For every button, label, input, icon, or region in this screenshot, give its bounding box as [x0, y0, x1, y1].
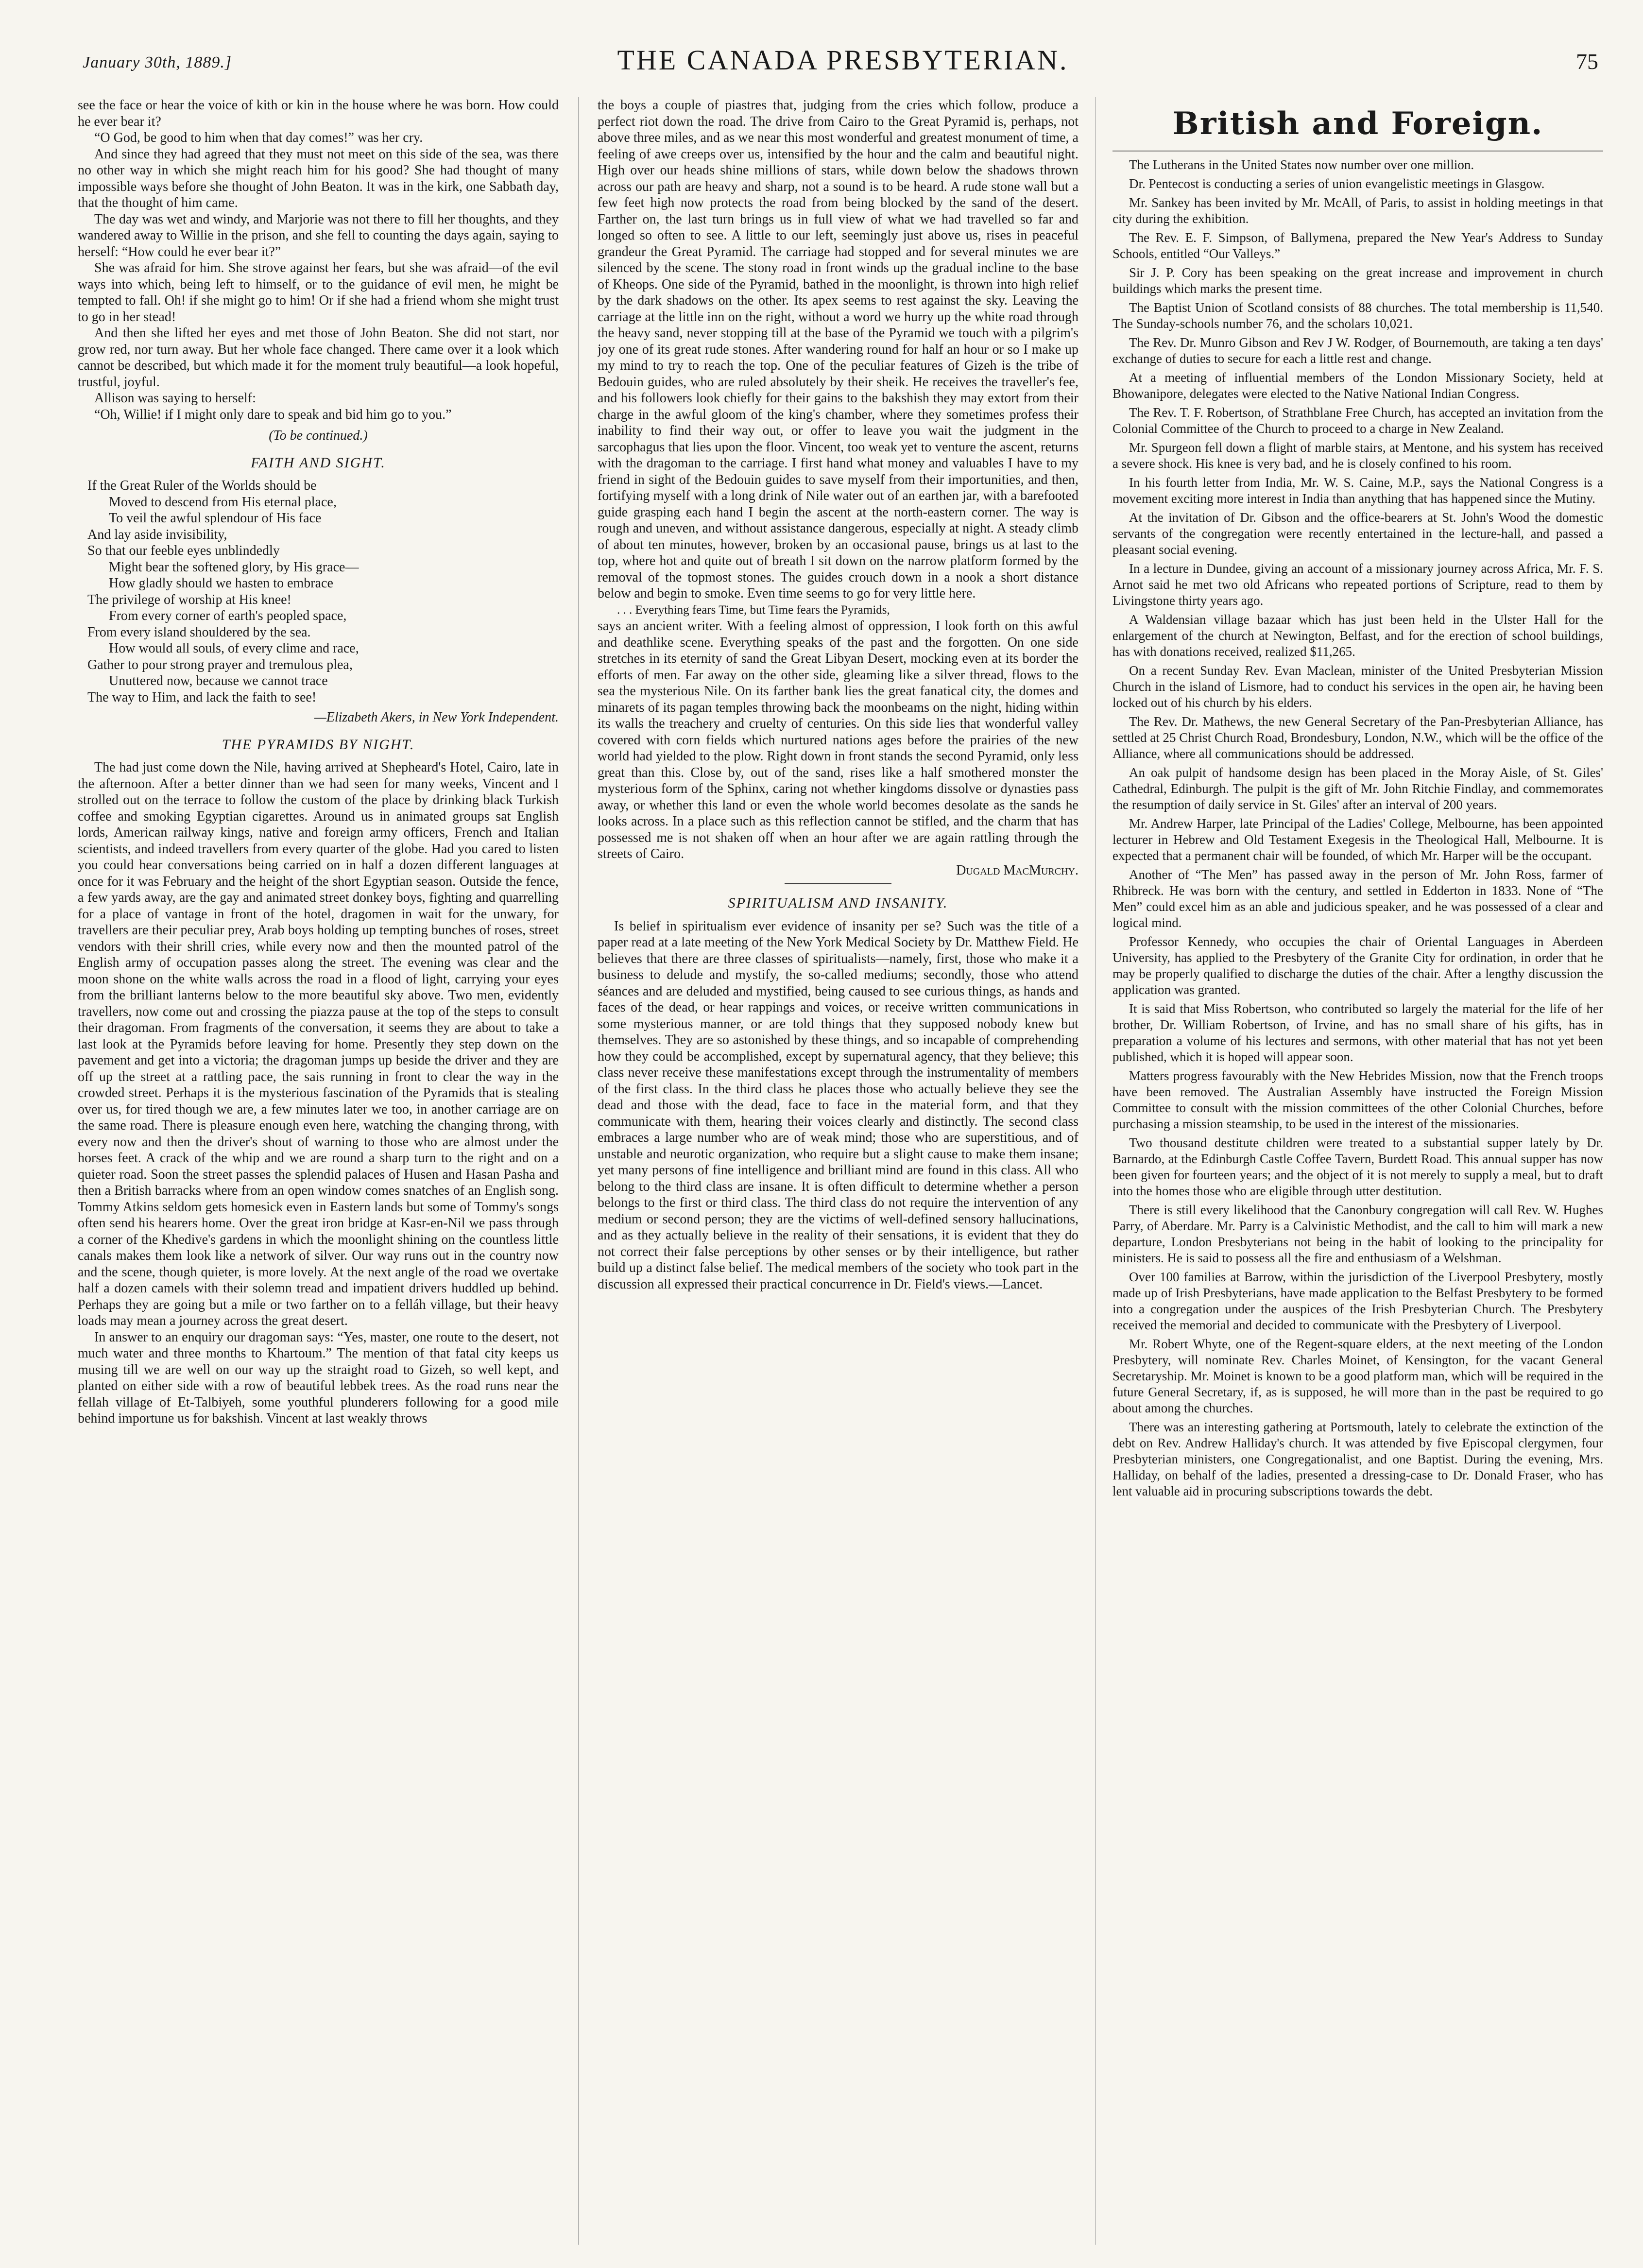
- article-pyramids-part2: [598, 97, 1078, 602]
- poem-attribution: —Elizabeth Akers, in New York Independent.: [314, 710, 559, 725]
- news-item: The Rev. E. F. Simpson, of Ballymena, prepared the New Year's Address to Sunday Schools, entitled “Our Valleys.”: [1112, 230, 1603, 261]
- news-item: Mr. Spurgeon fell down a flight of marble stairs, at Mentone, and his system has received a severe shock. His knee is very bad, and he is closely confined to his room.: [1112, 440, 1603, 471]
- author-signature: Dugald MacMurchy.: [956, 862, 1078, 878]
- story-paragraph: She was afraid for him. She strove against her fears, but she was afraid—of the evil ways into which, being left to himself, or to the guidance of evil men, he might be tempted to fall. Oh! if she might go to him! Or if she had a friend whom she might trust to go in her stead!: [78, 260, 559, 325]
- news-item: The Rev. Dr. Mathews, the new General Secretary of the Pan-Presbyterian Alliance, has settled at 25 Christ Church Road, Brondesbury, London, N.W., which will be the office of the Alliance, where all communications should be addressed.: [1112, 714, 1603, 761]
- news-item: The Baptist Union of Scotland consists of 88 churches. The total membership is 11,540. The Sunday-schools number 76, and the scholars 10,021.: [1112, 300, 1603, 331]
- article-title-spiritualism: SPIRITUALISM AND INSANITY.: [728, 895, 948, 911]
- column-divider: [1095, 97, 1096, 2245]
- story-paragraph: see the face or hear the voice of kith or kin in the house where he was born. How could he ever bear it?: [78, 98, 559, 129]
- news-item: The Rev. T. F. Robertson, of Strathblane Free Church, has accepted an invitation from the Colonial Committee of the Church to proceed to a charge in New Zealand.: [1112, 405, 1603, 436]
- news-item: In a lecture in Dundee, giving an account of a missionary journey across Africa, Mr. F. S. Arnot said he met two old Africans who repeated portions of Scripture, read to them by Livingstone thirty years ago.: [1112, 561, 1603, 608]
- poem-line: And lay aside invisibility,: [87, 527, 227, 542]
- poem-line: Unuttered now, because we cannot trace: [109, 673, 328, 688]
- news-item: Matters progress favourably with the New Hebrides Mission, now that the French troops have been removed. The Australian Assembly have instructed the Foreign Mission Committee to consult with the mission committees of the other Colonial Churches, before purchasing a mission steamship, to be used in the interest of the missionaries.: [1112, 1068, 1603, 1131]
- article-title-pyramids: THE PYRAMIDS BY NIGHT.: [222, 736, 415, 753]
- columns: [78, 97, 1608, 2245]
- news-item: Mr. Robert Whyte, one of the Regent-square elders, at the next meeting of the London Presbytery, will nominate Rev. Charles Moinet, of Kensington, for the vacant General Secretaryship. Mr. Moinet is known to be a good platform man, which will be required in the future General Secretary, if, as is supposed, he will more than in the past be required to go about among the churches.: [1112, 1337, 1603, 1415]
- poem-line: Might bear the softened glory, by His grace—: [109, 559, 359, 575]
- article-spiritualism: [598, 918, 1078, 1293]
- news-item: There is still every likelihood that the Canonbury congregation will call Rev. W. Hughes Parry, of Aberdare. Mr. Parry is a Calvinistic Methodist, and the call to him will mark a new departure, London Presbyterians not being in the habit of looking to the principality for ministers. He is said to possess all the fire and enthusiasm of a Welshman.: [1112, 1203, 1603, 1265]
- column-1: [78, 97, 559, 2245]
- column-divider: [578, 97, 579, 2245]
- news-item: On a recent Sunday Rev. Evan Maclean, minister of the United Presbyterian Mission Church in the island of Lismore, had to conduct his services in the open air, he having been locked out of his church by his elders.: [1112, 663, 1603, 710]
- news-item: At a meeting of influential members of the London Missionary Society, held at Bhowanipore, delegates were elected to the Native National Indian Congress.: [1112, 370, 1603, 401]
- news-item: Professor Kennedy, who occupies the chair of Oriental Languages in Aberdeen University, has applied to the Presbytery of the Granite City for ordination, in order that he may be properly qualified to discharge the duties of the chair. After a lengthy discussion the application was granted.: [1112, 934, 1603, 997]
- newspaper-title: THE CANADA PRESBYTERIAN.: [617, 44, 1069, 76]
- news-item: There was an interesting gathering at Portsmouth, lately to celebrate the extinction of the debt on Rev. Andrew Halliday's church. It was attended by five Episcopal clergymen, four Presbyterian ministers, one Congregationalist, and one Baptist. During the evening, Mrs. Halliday, on behalf of the ladies, presented a dressing-case to Dr. Donald Fraser, who has lent valuable aid in procuring subscriptions towards the debt.: [1112, 1420, 1603, 1498]
- section-rule: [785, 883, 891, 884]
- story-paragraph: The day was wet and windy, and Marjorie was not there to fill her thoughts, and they wandered away to Willie in the prison, and she fell to counting the days again, saying to herself: “How could he ever bear it?”: [78, 211, 559, 259]
- section-rule: [1112, 151, 1603, 152]
- poem-line: How gladly should we hasten to embrace: [109, 576, 333, 591]
- story-paragraph: Allison was saying to herself:: [94, 391, 256, 406]
- poem-line: The privilege of worship at His knee!: [87, 592, 291, 607]
- news-item: Over 100 families at Barrow, within the jurisdiction of the Liverpool Presbytery, mostly made up of Irish Presbyterians, have made application to the Belfast Presbytery to be formed into a congregation under the auspices of the Irish Presbyterian Church. The Presbytery received the memorial and decided to communicate with the Presbytery of Liverpool.: [1112, 1270, 1603, 1332]
- article-paragraph: says an ancient writer. With a feeling almost of oppression, I look forth on this awful and deathlike scene. Everything speaks of the past and the forgotten. On one side stretches in its eternity of sand the Great Libyan Desert, mocking even at its border the efforts of men. Far away on the other side, gleaming like a silver thread, flows to the sea the mysterious Nile. On its farther bank lies the great fanatical city, the domes and minarets of its pagan temples throwing back the moonbeams on the night, hiding within its walls the treachery and cruelty of centuries. On this side lies that wonderful valley covered with corn fields which nurtured nations ages before the prairies of the new world had yielded to the plow. Right down in front stands the second Pyramid, only less great than this. Close by, out of the sand, rises like a half smothered monster the mysterious form of the Sphinx, caring not whether kingdoms dissolve or dynasties pass away, or whether this land or even the whole world becomes desolate as the sands he looks across. In a place such as this reflection cannot be stifled, and the charm that has possessed me is not shaken off when an hour after we are again rattling through the streets of Cairo.: [598, 619, 1078, 861]
- news-item: Mr. Sankey has been invited by Mr. McAll, of Paris, to assist in holding meetings in that city during the exhibition.: [1112, 195, 1603, 226]
- issue-date: January 30th, 1889.]: [83, 53, 232, 71]
- poem-line: Moved to descend from His eternal place,: [109, 494, 337, 510]
- story-paragraph: And then she lifted her eyes and met those of John Beaton. She did not start, nor grow red, nor turn away. But her whole face changed. There came over it a look which cannot be described, but which made it for the moment truly beautiful—a look hopeful, trustful, joyful.: [78, 326, 559, 390]
- column-3: [1112, 97, 1603, 2245]
- poem-line: To veil the awful splendour of His face: [109, 511, 322, 526]
- news-item: The Rev. Dr. Munro Gibson and Rev J W. Rodger, of Bournemouth, are taking a ten days' exchange of duties to secure for each a little rest and change.: [1112, 335, 1603, 366]
- article-paragraph: Is belief in spiritualism ever evidence of insanity per se? Such was the title of a paper read at a late meeting of the New York Medical Society by Dr. Matthew Field. He believes that there are three classes of spiritualists—namely, first, those who make it a business to delude and mystify, the so-called mediums; secondly, those who attend séances and are deluded and mystified, being caused to see curious things, as hands and faces of the dead, or hear rappings and voices, or receive written communications in some mysterious manner, or are told things that they supposed nobody knew but themselves. They are so astonished by these things, and so incapable of comprehending how they could be accomplished, except by supernatural agency, that they believe; this class never receive these manifestations except through the instrumentality of members of the first class. In the third class he places those who actually believe they see the dead and those with the dead, face to face in the material form, and that they communicate with them, hearing their voices clearly and distinctly. The second class embraces a large number who are of weak mind; those who are superstitious, and of unstable and neurotic organization, who require but a slight cause to make them insane; yet many persons of fine intelligence and brilliant mind are found in this class. All who belong to the third class are insane. It is often difficult to determine whether a person belongs to the first or third class. The third class do not require the intervention of any medium or second person; they are the victims of well-defined sensory hallucinations, and as they actually believe in the reality of their sensations, it is evident that they do not correct their false perceptions by other senses or by their intelligence, but rather build up a distinct false belief. The medical members of the society who took part in the discussion all expressed their practical concurrence in Dr. Field's views.—Lancet.: [598, 918, 1078, 1292]
- pull-quote: . . . Everything fears Time, but Time fears the Pyramids,: [617, 603, 890, 617]
- poem-line: So that our feeble eyes unblindedly: [87, 543, 280, 558]
- poem-line: From every island shouldered by the sea.: [87, 624, 311, 640]
- news-item: At the invitation of Dr. Gibson and the office-bearers at St. John's Wood the domestic servants of the congregation were recently entertained in the lecture-hall, and passed a pleasant social evening.: [1112, 510, 1603, 557]
- poem-line: From every corner of earth's peopled space,: [109, 608, 347, 623]
- page-number: 75: [1576, 49, 1598, 74]
- poem-line: How would all souls, of every clime and race,: [109, 641, 359, 656]
- news-item: Another of “The Men” has passed away in the person of Mr. John Ross, farmer of Rhibreck. He was born with the century, and settled in Edderton in 1833. None of “The Men” could excel him as an able and judicious speaker, and he was possessed of a clear and logical mind.: [1112, 867, 1603, 930]
- poem-line: If the Great Ruler of the Worlds should be: [87, 478, 317, 493]
- news-item: Sir J. P. Cory has been speaking on the great increase and improvement in church buildings which marks the present time.: [1112, 265, 1603, 296]
- poem-line: The way to Him, and lack the faith to see!: [87, 689, 317, 705]
- news-item: Two thousand destitute children were treated to a substantial supper lately by Dr. Barnardo, at the Edinburgh Castle Coffee Tavern, Burdett Road. This annual supper has now been given for fourteen years; and the object of it is not merely to supply a meal, but to draft into the homes those who are eligible through utter destitution.: [1112, 1135, 1603, 1198]
- story-paragraph: “Oh, Willie! if I might only dare to speak and bid him go to you.”: [94, 407, 452, 422]
- article-paragraph: The had just come down the Nile, having arrived at Shepheard's Hotel, Cairo, late in the afternoon. After a better dinner than we had seen for many weeks, Vincent and I strolled out on the terrace to follow the custom of the place by drinking black Turkish coffee and smoking Egyptian cigarettes. Around us in animated groups sat English lords, American railway kings, native and foreign army officers, French and Italian scientists, and indeed travellers from every quarter of the globe. Had you cared to listen you could hear conversations being carried on in half a dozen different languages at once for it was February and the height of the short Egyptian season. Outside the fence, a few yards away, are the gay and animated street donkey boys, fighting and quarrelling for a place of vantage in front of the hotel, dragomen in wait for the unwary, for travellers are their peculiar prey, Arab boys holding up tempting bunches of roses, street vendors with their shrill cries, while every now and then the mounted patrol of the English army of occupation passes along the street. The evening was clear and the moon shone on the white walls across the road in a flood of light, carrying your eyes from the brilliant lanterns below to the more beautiful sky above. Two men, evidently travellers, now come out and crossing the piazza pause at the top of the steps to consult their dragoman. From fragments of the conversation, it seems they are about to take a last look at the Pyramids before leaving for home. Presently they step down on the pavement and get into a victoria; the dragoman jumps up beside the driver and they are off up the street at a rattling pace, the sais running in front to clear the way in the crowded street. Perhaps it is the mysterious fascination of the Pyramids that is stealing over us, for tired though we are, a few minutes later we too, in another carriage are on the same road. There is pleasure enough even here, watching the changing throng, with every now and then the driver's shout of warning to those who are almost under the horses feet. A crack of the whip and we are round a sharp turn to the right and on a quieter road. Soon the street passes the splendid palaces of Husen and Hasan Pasha and then a British barracks where from an open window comes snatches of an English song. Tommy Atkins seldom gets homesick even in Eastern lands but some of Tommy's songs often send his hearers home. Over the great iron bridge at Kasr-en-Nil we pass through a corner of the Khedive's gardens in which the moonlight shining on the countless little canals makes them look like a network of silver. Our way runs out in the country now and the scene, though quieter, is more lovely. At the next angle of the road we overtake half a dozen camels with their solemn tread and impatient drivers huddled up behind. Perhaps they are going but a mile or two farther on to a felláh village, but their heavy loads may mean a journey across the great desert.: [78, 760, 559, 1328]
- continued-note: (To be continued.): [269, 428, 368, 443]
- news-item: In his fourth letter from India, Mr. W. S. Caine, M.P., says the National Congress is a movement exciting more interest in India than anything that has happened since the Mutiny.: [1112, 475, 1603, 506]
- article-paragraph: In answer to an enquiry our dragoman says: “Yes, master, one route to the desert, not much water and three months to Khartoum.” The mention of that fatal city keeps us musing till we are well on our way up the straight road to Gizeh, so well kept, and planted on either side with a row of beautiful lebbek trees. As the road runs near the fellah village of Et-Talbiyeh, some youthful plunderers following for a good mile behind importune us for bakshish. Vincent at last weakly throws: [78, 1329, 559, 1426]
- poem-line: Gather to pour strong prayer and tremulous plea,: [87, 657, 353, 672]
- serial-story: [78, 97, 559, 423]
- news-item: It is said that Miss Robertson, who contributed so largely the material for the life of her brother, Dr. William Robertson, of Irvine, and has no small share of his gifts, has in preparation a volume of his lectures and sermons, with other material that has not yet been published, which it is hoped will appear soon.: [1112, 1001, 1603, 1064]
- article-paragraph: the boys a couple of piastres that, judging from the cries which follow, produce a perfect riot down the road. The drive from Cairo to the Great Pyramid is, perhaps, not above three miles, and as we near this most wonderful and greatest monument of time, a feeling of awe creeps over us, intensified by the hour and the calm and beautiful night. High over our heads shine millions of stars, while down below the shadows thrown across our path are heavy and sharp, not a sound is to be heard. A rude stone wall but a few feet high now protects the road from being blocked by the sand of the desert. Farther on, the last turn brings us in full view of what we had travelled so far and longed so often to see. A little to our left, seemingly just above us, rises in peaceful grandeur the Great Pyramid. The carriage had stopped and for several minutes we are silenced by the scene. The stony road in front winds up the gradual incline to the base of Kheops. One side of the Pyramid, bathed in the moonlight, is thrown into high relief by the dark shadows on the other. Its apex seems to rest against the sky. Leaving the carriage at the little inn on the right, without a word we hurry up the white road through the heavy sand, never stopping till at the base of the Pyramid we touch with a pilgrim's joy one of its great rude stones. After wandering round for half an hour or so I make up my mind to try to reach the top. One of the peculiar features of Gizeh is the tribe of Bedouin guides, who are ruled absolutely by their sheik. He receives the traveller's fee, and his followers look chiefly for their gains to the bakshish they may extort from their charge in the awful gloom of the king's chamber, where they sometimes profess their inability to find their way out, or offer to leave you wait the judgment in the sarcophagus that lies upon the floor. Vincent, too weak yet to venture the ascent, returns with the dragoman to the carriage. I first hand what money and valuables I have to my friend in sight of the Bedouin guides to save myself from their importunities, and then, fortifying myself with a long drink of Nile water out of an earthen jar, with a barefooted guide grasping each hand I begin the ascent at the north-eastern corner. The way is rough and uneven, and without assistance dangerous, especially at night. A steady climb of about ten minutes, however, broken by an occasional pause, brings us at last to the top, where hot and quite out of breath I sit down on the narrow platform formed by the removal of the topmost stones. The guides crouch down in a nook a short distance below and begin to smoke. Even time seems to go for very little here.: [598, 98, 1078, 601]
- news-items: [1112, 157, 1603, 1499]
- news-item: Dr. Pentecost is conducting a series of union evangelistic meetings in Glasgow.: [1129, 176, 1545, 191]
- news-item: Mr. Andrew Harper, late Principal of the Ladies' College, Melbourne, has been appointed lecturer in Hebrew and Old Testament Exegesis in the Theological Hall, Melbourne. It is expected that a permanent chair will be founded, of which Mr. Harper will be the occupant.: [1112, 816, 1603, 863]
- story-paragraph: “O God, be good to him when that day comes!” was her cry.: [94, 130, 423, 145]
- story-paragraph: And since they had agreed that they must not meet on this side of the sea, was there no other way in which she might reach him for his good? She had thought of many impossible ways before she thought of John Beaton. It was in the kirk, one Sabbath day, that the thought of him came.: [78, 146, 559, 210]
- column-2: [598, 97, 1078, 2245]
- news-item: A Waldensian village bazaar which has just been held in the Ulster Hall for the enlargement of the church at Newington, Belfast, and for the erection of school buildings, has with donations received, realized $11,265.: [1112, 612, 1603, 659]
- article-pyramids-part3: [598, 618, 1078, 862]
- poem: [87, 478, 559, 705]
- newspaper-page: [78, 34, 1608, 2250]
- news-item: An oak pulpit of handsome design has been placed in the Moray Aisle, of St. Giles' Cathedral, Edinburgh. The pulpit is the gift of Mr. John Ritchie Findlay, and commemorates the resumption of daily service in St. Giles' after an interval of 200 years.: [1112, 765, 1603, 812]
- section-title-british-foreign: British and Foreign.: [1172, 105, 1543, 142]
- page-header: [78, 34, 1608, 87]
- poem-title: FAITH AND SIGHT.: [251, 454, 386, 471]
- article-pyramids-part1: [78, 759, 559, 1427]
- news-item: The Lutherans in the United States now number over one million.: [1129, 157, 1474, 172]
